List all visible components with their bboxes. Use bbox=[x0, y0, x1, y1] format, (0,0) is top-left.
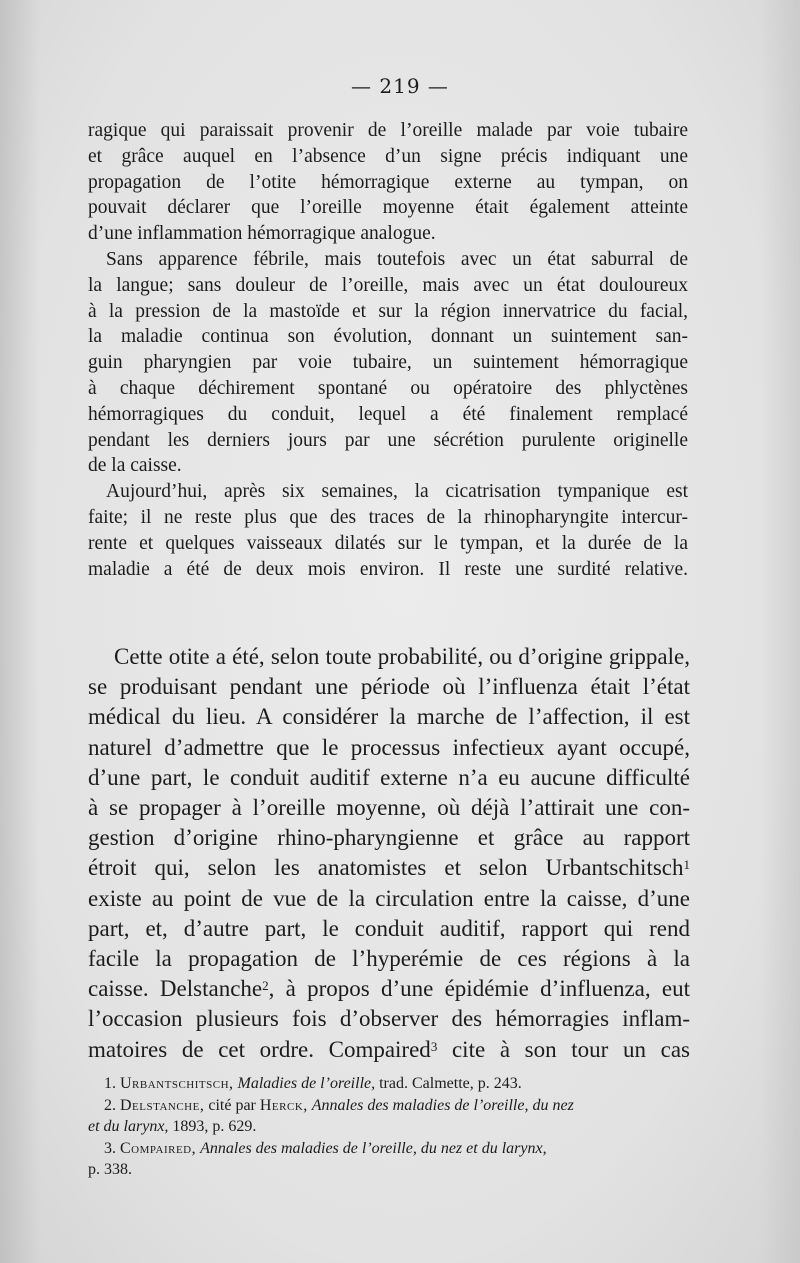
text-line: ragique qui paraissait provenir de l’oreille malade par voie tubaire bbox=[88, 120, 688, 141]
text-fragment: matoires de cet ordre. Compaired bbox=[88, 1036, 431, 1062]
text-line: la maladie continua son évolution, donnant un suintement san- bbox=[88, 326, 688, 348]
footnote-number: 3. bbox=[104, 1139, 116, 1157]
footnote-ref-3: 3 bbox=[430, 1038, 438, 1054]
text-line: facile la propagation de l’hyperémie de ces régions à la bbox=[88, 946, 690, 972]
text-line: Aujourd’hui, après six semaines, la cicatrisation tympanique est bbox=[106, 481, 688, 503]
footnote-title: Maladies de l’oreille, bbox=[237, 1075, 376, 1092]
text-line: existe au point de vue de la circulation entre la caisse, d’une bbox=[88, 885, 690, 911]
footnote-number: 1. bbox=[104, 1075, 116, 1092]
text-line: à chaque déchirement spontané ou opératoire des phlyctènes bbox=[88, 377, 688, 399]
text-line: gestion d’origine rhino-pharyngienne et grâce au rapport bbox=[88, 825, 690, 851]
paragraph-2 bbox=[88, 247, 688, 273]
footnote-ref-1: 1 bbox=[683, 857, 690, 873]
text-line: la langue; sans douleur de l’oreille, mais avec un état douloureux bbox=[88, 274, 688, 296]
text-line: pouvait déclarer que l’oreille moyenne était également atteinte bbox=[88, 197, 688, 219]
text-fragment: étroit qui, selon les anatomistes et selon Urbantschitsch bbox=[88, 855, 684, 881]
text-fragment: cite à son tour un cas bbox=[437, 1036, 691, 1062]
text-line: part, et, d’autre part, le conduit auditif, rapport qui rend bbox=[88, 915, 690, 941]
footnote-ref-2: 2 bbox=[262, 978, 269, 994]
text-line: rente et quelques vaisseaux dilatés sur le tympan, et la durée de la bbox=[88, 532, 688, 554]
text-line: Cette otite a été, selon toute probabilité, ou d’origine grippale, bbox=[114, 644, 690, 669]
upper-text-block bbox=[88, 118, 688, 582]
footnotes bbox=[88, 1073, 694, 1181]
paragraph-4 bbox=[88, 642, 690, 1065]
text-line: naturel d’admettre que le processus infectieux ayant occupé, bbox=[88, 734, 690, 760]
footnote-1 bbox=[104, 1073, 694, 1095]
text-line bbox=[88, 853, 690, 883]
footnote-author: Compaired, bbox=[120, 1139, 197, 1157]
text-line: à la pression de la mastoïde et sur la région innervatrice du facial, bbox=[88, 300, 688, 322]
footnote-2 bbox=[88, 1095, 694, 1138]
footnote-text: cité par bbox=[208, 1096, 256, 1114]
paragraph-2-body bbox=[88, 273, 688, 479]
text-line: pendant les derniers jours par une sécrétion purulente originelle bbox=[88, 429, 688, 451]
text-line: et grâce auquel en l’absence d’un signe précis indiquant une bbox=[88, 145, 688, 167]
text-line bbox=[88, 974, 690, 1004]
paragraph-1 bbox=[88, 118, 688, 247]
footnote-number: 2. bbox=[104, 1096, 116, 1114]
page-number: — 219 — bbox=[351, 74, 449, 98]
footnote-author: Delstanche, bbox=[120, 1096, 205, 1114]
footnote-author: Urbantschitsch, bbox=[120, 1075, 234, 1092]
text-fragment: caisse. Delstanche bbox=[88, 976, 263, 1002]
paragraph-3-body bbox=[88, 505, 688, 582]
text-line: à se propager à l’oreille moyenne, où déjà l’attirait une con- bbox=[88, 795, 690, 821]
footnote-author-2: Herck, bbox=[259, 1096, 308, 1114]
text-line: Sans apparence fébrile, mais toutefois avec un état saburral de bbox=[106, 248, 688, 270]
scan-shadow-right bbox=[760, 0, 800, 1263]
text-line: maladie a été de deux mois environ. Il reste une surdité relative. bbox=[88, 558, 688, 580]
footnote-rest: trad. Calmette, p. 243. bbox=[379, 1075, 522, 1092]
text-line: d’une inflammation hémorragique analogue. bbox=[88, 223, 436, 245]
paragraph-3 bbox=[88, 479, 688, 505]
scan-shadow-left bbox=[0, 0, 40, 1263]
text-line: faite; il ne reste plus que des traces de la rhinopharyngite intercur- bbox=[88, 506, 688, 528]
footnote-rest: p. 338. bbox=[88, 1161, 132, 1178]
text-line: se produisant pendant une période où l’influenza était l’état bbox=[88, 674, 690, 700]
text-line: hémorragiques du conduit, lequel a été finalement remplacé bbox=[88, 403, 688, 425]
text-line: médical du lieu. A considérer la marche de l’affection, il est bbox=[88, 704, 690, 730]
text-line: guin pharyngien par voie tubaire, un suintement hémorragique bbox=[88, 352, 688, 374]
text-line bbox=[88, 1035, 690, 1065]
footnote-title: Annales des maladies de l’oreille, du nez bbox=[311, 1096, 574, 1114]
footnote-title-cont: et du larynx, bbox=[88, 1118, 169, 1135]
text-line: propagation de l’otite hémorragique externe au tympan, on bbox=[88, 171, 688, 193]
footnote-title: Annales des maladies de l’oreille, du nez et du larynx, bbox=[200, 1139, 547, 1157]
text-fragment: , à propos d’une épidémie d’influenza, eut bbox=[268, 976, 690, 1002]
text-line: de la caisse. bbox=[88, 455, 182, 477]
footnote-rest: 1893, p. 629. bbox=[172, 1118, 257, 1135]
text-line: l’occasion plusieurs fois d’observer des hémorragies inflam- bbox=[88, 1006, 690, 1032]
footnote-3 bbox=[88, 1138, 694, 1181]
lower-text-block bbox=[88, 642, 690, 1065]
text-line: d’une part, le conduit auditif externe n’a eu aucune difficulté bbox=[88, 764, 690, 790]
